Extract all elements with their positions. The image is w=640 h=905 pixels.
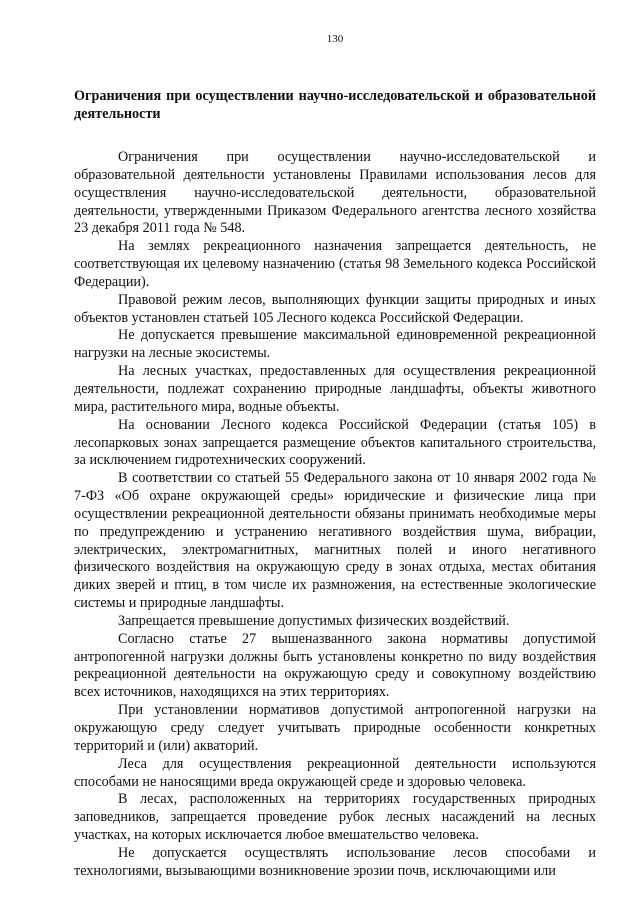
paragraph: Не допускается осуществлять использование лесов способами и технологиями, вызывающими возникновение эрозии почв, исключающими или [74,844,596,879]
paragraph: В соответствии со статьей 55 Федерального закона от 10 января 2002 года № 7-ФЗ «Об охране окружающей среды» юридические и физические лица при осуществлении рекреационной деятельности обязаны принимать необходимые меры по предупреждению и устранению негативного воздействия шума, вибрации, электрических, электромагнитных, магнитных полей и иного негативного физического воздействия на окружающую среду в зонах отдыха, местах обитания диких зверей и птиц, в том числе их размножения, на естественные экологические системы и природные ландшафты. [74,470,596,612]
page-number: 130 [326,33,344,45]
paragraph: На землях рекреационного назначения запрещается деятельность, не соответствующая их целевому назначению (статья 98 Земельного кодекса Российской Федерации). [74,238,596,290]
body-text [74,149,596,881]
paragraph: Леса для осуществления рекреационной деятельности используются способами не наносящими вреда окружающей среде и здоровью человека. [74,755,596,790]
paragraph: На лесных участках, предоставленных для осуществления рекреационной деятельности, подлежат сохранению природные ландшафты, объекты животного мира, растительного мира, водные объекты. [74,363,596,415]
paragraph: В лесах, расположенных на территориях государственных природных заповедников, запрещается проведение рубок лесных насаждений на лесных участках, на которых исключается любое вмешательство человека. [74,791,596,844]
section-heading: Ограничения при осуществлении научно-исследовательской и образовательной деятельности [74,88,596,122]
paragraph: Согласно статье 27 вышеназванного закона нормативы допустимой антропогенной нагрузки должны быть установлены конкретно по виду воздействия рекреационной деятельности на окружающую среду и совокупному воздействию всех источников, находящихся на этих территориях. [74,630,596,701]
paragraph: Правовой режим лесов, выполняющих функции защиты природных и иных объектов установлен статьей 105 Лесного кодекса Российской Федерации. [74,291,596,326]
paragraph: Не допускается превышение максимальной единовременной рекреационной нагрузки на лесные экосистемы. [74,327,596,362]
paragraph: При установлении нормативов допустимой антропогенной нагрузки на окружающую среду следует учитывать природные особенности конкретных территорий и (или) акваторий. [74,702,596,754]
paragraph: На основании Лесного кодекса Российской Федерации (статья 105) в лесопарковых зонах запрещается размещение объектов капитального строительства, за исключением гидротехнических сооружений. [74,416,596,469]
paragraph: Ограничения при осуществлении научно-исследовательской и образовательной деятельности установлены Правилами использования лесов для осуществления научно-исследовательской деятельности, образовательной деятельности, утвержденными Приказом Федерального агентства лесного хозяйства 23 декабря 2011 года № 548. [74,149,596,237]
paragraph: Запрещается превышение допустимых физических воздействий. [118,612,510,629]
